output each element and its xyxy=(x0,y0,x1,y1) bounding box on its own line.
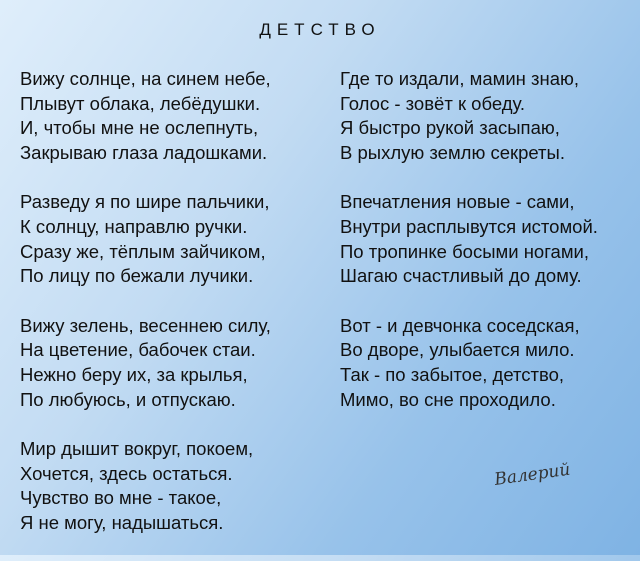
poem-line: По любуюсь, и отпускаю. xyxy=(20,388,236,410)
poem-line: Шагаю счастливый до дому. xyxy=(340,265,582,287)
stanza xyxy=(340,67,598,165)
poem-line: Я быстро рукой засыпаю, xyxy=(340,117,560,139)
poem-line: Где то издали, мамин знаю, xyxy=(340,68,580,89)
poem-line: Хочется, здесь остаться. xyxy=(20,462,233,484)
poem-line: Сразу же, тёплым зайчиком, xyxy=(20,240,266,262)
author-signature: Валерий xyxy=(493,459,572,490)
poem-line: Впечатления новые - сами, xyxy=(340,191,575,213)
poem-line: Нежно беру их, за крылья, xyxy=(20,363,248,385)
stanza xyxy=(20,314,271,412)
poem-line: Внутри расплывутся истомой. xyxy=(340,215,598,237)
poem-line: И, чтобы мне не ослепнуть, xyxy=(20,117,259,139)
poem-line: Разведу я по шире пальчики, xyxy=(20,191,270,213)
poem-line: К солнцу, направлю ручки. xyxy=(20,215,248,237)
poem-line: Так - по забытое, детство, xyxy=(340,363,565,385)
poem-line: Чувство во мне - такое, xyxy=(20,487,222,509)
stanza xyxy=(20,67,271,165)
poem-line: По тропинке босыми ногами, xyxy=(340,240,590,262)
left-column xyxy=(20,67,271,561)
poem-line: Я не могу, надышаться. xyxy=(20,511,224,533)
poem-line: Мимо, во сне проходило. xyxy=(340,388,556,410)
stanza xyxy=(340,314,598,412)
poem-line: Плывут облака, лебёдушки. xyxy=(20,92,261,114)
poem-line: Мир дышит вокруг, покоем, xyxy=(20,438,254,460)
poem-line: Во дворе, улыбается мило. xyxy=(340,339,575,361)
poem-line: Голос - зовёт к обеду. xyxy=(340,92,526,114)
poem-line: В рыхлую землю секреты. xyxy=(340,141,565,163)
stanza xyxy=(340,190,598,288)
right-column xyxy=(340,67,598,437)
poem-line: Вижу солнце, на синем небе, xyxy=(20,68,271,89)
poem-line: По лицу по бежали лучики. xyxy=(20,265,254,287)
stanza xyxy=(20,437,271,535)
poem-line: Закрываю глаза ладошками. xyxy=(20,141,268,163)
poem-title: ДЕТСТВО xyxy=(259,20,381,39)
poem-line: На цветение, бабочек стаи. xyxy=(20,339,256,361)
poem-line: Вот - и девчонка соседская, xyxy=(340,314,580,336)
stanza xyxy=(20,190,271,288)
poem-line: Вижу зелень, весеннею силу, xyxy=(20,314,271,336)
